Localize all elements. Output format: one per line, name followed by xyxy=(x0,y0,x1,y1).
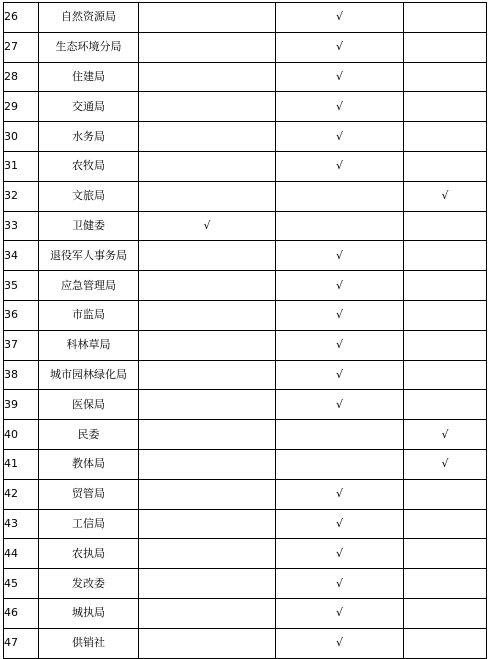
row-number-cell: 35 xyxy=(4,271,39,301)
column-c-cell xyxy=(404,300,487,330)
column-a-cell xyxy=(139,62,276,92)
column-b-cell: √ xyxy=(276,3,404,33)
department-name-cell: 应急管理局 xyxy=(39,271,139,301)
row-number-cell: 41 xyxy=(4,449,39,479)
column-c-cell: √ xyxy=(404,181,487,211)
row-number-cell: 40 xyxy=(4,420,39,450)
column-a-cell xyxy=(139,92,276,122)
table-row xyxy=(4,598,487,628)
department-name-cell: 交通局 xyxy=(39,92,139,122)
column-c-cell xyxy=(404,62,487,92)
department-name-cell: 城执局 xyxy=(39,598,139,628)
column-c-cell xyxy=(404,479,487,509)
column-b-cell: √ xyxy=(276,360,404,390)
column-c-cell xyxy=(404,598,487,628)
row-number-cell: 45 xyxy=(4,569,39,599)
row-number-cell: 37 xyxy=(4,330,39,360)
column-a-cell xyxy=(139,390,276,420)
row-number-cell: 28 xyxy=(4,62,39,92)
row-number-cell: 31 xyxy=(4,151,39,181)
column-a-cell: √ xyxy=(139,211,276,241)
column-c-cell xyxy=(404,32,487,62)
column-a-cell xyxy=(139,628,276,658)
column-c-cell xyxy=(404,151,487,181)
department-name-cell: 科林草局 xyxy=(39,330,139,360)
department-name-cell: 民委 xyxy=(39,420,139,450)
column-b-cell: √ xyxy=(276,92,404,122)
column-c-cell xyxy=(404,330,487,360)
column-b-cell: √ xyxy=(276,300,404,330)
column-b-cell xyxy=(276,449,404,479)
department-name-cell: 教体局 xyxy=(39,449,139,479)
department-name-cell: 水务局 xyxy=(39,122,139,152)
column-b-cell: √ xyxy=(276,390,404,420)
column-b-cell xyxy=(276,181,404,211)
department-name-cell: 自然资源局 xyxy=(39,3,139,33)
column-c-cell: √ xyxy=(404,420,487,450)
department-name-cell: 住建局 xyxy=(39,62,139,92)
column-c-cell xyxy=(404,390,487,420)
column-b-cell: √ xyxy=(276,62,404,92)
column-c-cell xyxy=(404,628,487,658)
row-number-cell: 33 xyxy=(4,211,39,241)
table-row xyxy=(4,241,487,271)
column-b-cell: √ xyxy=(276,598,404,628)
table-row xyxy=(4,509,487,539)
department-name-cell: 城市园林绿化局 xyxy=(39,360,139,390)
column-a-cell xyxy=(139,330,276,360)
column-b-cell: √ xyxy=(276,628,404,658)
column-b-cell: √ xyxy=(276,569,404,599)
column-c-cell xyxy=(404,241,487,271)
column-a-cell xyxy=(139,271,276,301)
column-a-cell xyxy=(139,569,276,599)
department-name-cell: 工信局 xyxy=(39,509,139,539)
column-b-cell: √ xyxy=(276,151,404,181)
department-name-cell: 发改委 xyxy=(39,569,139,599)
department-name-cell: 卫健委 xyxy=(39,211,139,241)
row-number-cell: 47 xyxy=(4,628,39,658)
column-c-cell xyxy=(404,92,487,122)
column-a-cell xyxy=(139,509,276,539)
column-b-cell xyxy=(276,420,404,450)
column-c-cell xyxy=(404,509,487,539)
column-a-cell xyxy=(139,181,276,211)
table-row xyxy=(4,628,487,658)
column-a-cell xyxy=(139,360,276,390)
column-c-cell xyxy=(404,3,487,33)
row-number-cell: 32 xyxy=(4,181,39,211)
column-b-cell: √ xyxy=(276,330,404,360)
column-a-cell xyxy=(139,300,276,330)
table-row xyxy=(4,62,487,92)
row-number-cell: 38 xyxy=(4,360,39,390)
department-name-cell: 退役军人事务局 xyxy=(39,241,139,271)
column-a-cell xyxy=(139,122,276,152)
table-row xyxy=(4,92,487,122)
row-number-cell: 46 xyxy=(4,598,39,628)
table-row xyxy=(4,360,487,390)
column-a-cell xyxy=(139,3,276,33)
table-row xyxy=(4,479,487,509)
column-b-cell: √ xyxy=(276,509,404,539)
column-a-cell xyxy=(139,449,276,479)
table-row xyxy=(4,390,487,420)
department-table xyxy=(3,2,487,659)
column-a-cell xyxy=(139,420,276,450)
row-number-cell: 39 xyxy=(4,390,39,420)
column-c-cell: √ xyxy=(404,449,487,479)
column-a-cell xyxy=(139,479,276,509)
table-row xyxy=(4,122,487,152)
column-c-cell xyxy=(404,360,487,390)
table-row xyxy=(4,32,487,62)
department-name-cell: 农执局 xyxy=(39,539,139,569)
table-row xyxy=(4,300,487,330)
department-name-cell: 农牧局 xyxy=(39,151,139,181)
table-row xyxy=(4,3,487,33)
column-a-cell xyxy=(139,598,276,628)
column-c-cell xyxy=(404,271,487,301)
row-number-cell: 27 xyxy=(4,32,39,62)
column-a-cell xyxy=(139,32,276,62)
table-body xyxy=(4,3,487,659)
table-row xyxy=(4,449,487,479)
department-name-cell: 医保局 xyxy=(39,390,139,420)
column-c-cell xyxy=(404,539,487,569)
column-b-cell: √ xyxy=(276,32,404,62)
row-number-cell: 44 xyxy=(4,539,39,569)
column-a-cell xyxy=(139,241,276,271)
column-c-cell xyxy=(404,569,487,599)
table-row xyxy=(4,181,487,211)
column-b-cell xyxy=(276,211,404,241)
department-name-cell: 供销社 xyxy=(39,628,139,658)
column-c-cell xyxy=(404,122,487,152)
row-number-cell: 30 xyxy=(4,122,39,152)
department-name-cell: 生态环境分局 xyxy=(39,32,139,62)
table-row xyxy=(4,569,487,599)
row-number-cell: 29 xyxy=(4,92,39,122)
column-a-cell xyxy=(139,151,276,181)
table-row xyxy=(4,271,487,301)
department-name-cell: 贸管局 xyxy=(39,479,139,509)
column-b-cell: √ xyxy=(276,271,404,301)
table-row xyxy=(4,330,487,360)
column-c-cell xyxy=(404,211,487,241)
row-number-cell: 36 xyxy=(4,300,39,330)
row-number-cell: 43 xyxy=(4,509,39,539)
row-number-cell: 26 xyxy=(4,3,39,33)
department-name-cell: 市监局 xyxy=(39,300,139,330)
row-number-cell: 34 xyxy=(4,241,39,271)
row-number-cell: 42 xyxy=(4,479,39,509)
table-row xyxy=(4,420,487,450)
table-row xyxy=(4,151,487,181)
column-b-cell: √ xyxy=(276,241,404,271)
column-b-cell: √ xyxy=(276,539,404,569)
table-row xyxy=(4,539,487,569)
column-b-cell: √ xyxy=(276,122,404,152)
table-row xyxy=(4,211,487,241)
column-b-cell: √ xyxy=(276,479,404,509)
department-name-cell: 文旅局 xyxy=(39,181,139,211)
column-a-cell xyxy=(139,539,276,569)
